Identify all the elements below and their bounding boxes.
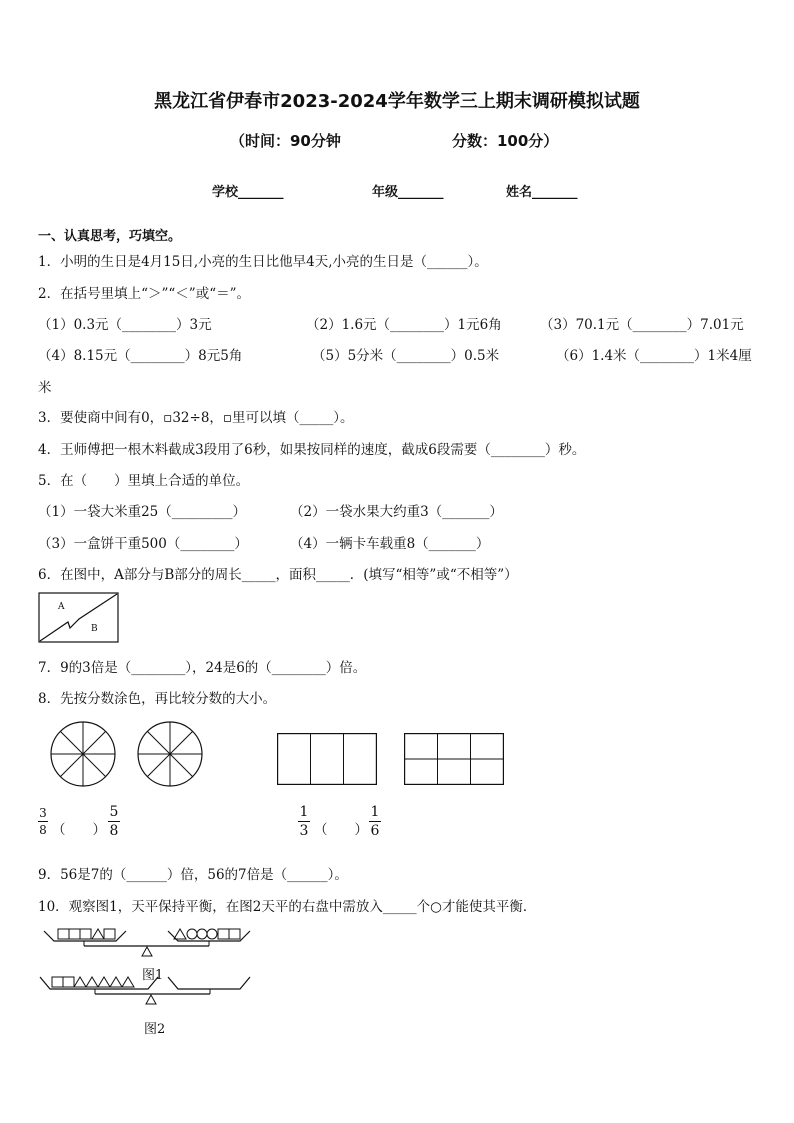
q5-item-2: （2）一袋水果大约重3（_______） xyxy=(290,504,503,520)
question-5: 5．在（ ）里填上合适的单位。 xyxy=(38,473,250,489)
q5-item-1: （1）一袋大米重25（_________） xyxy=(38,504,247,520)
question-3: 3．要使商中间有0，▫32÷8，▫里可以填（_____）。 xyxy=(38,410,354,426)
q2-item-4: （4）8.15元（________）8元5角 xyxy=(38,348,243,364)
denominator: 8 xyxy=(39,823,47,837)
q6-label-a: A xyxy=(58,602,65,612)
q8-left-compare: （ ） xyxy=(52,822,106,838)
numerator: 5 xyxy=(109,804,119,820)
numerator: 3 xyxy=(39,806,47,820)
q8-fraction-3-8 xyxy=(38,807,48,836)
q8-circle-left xyxy=(50,721,116,787)
question-2: 2．在括号里填上“＞”“＜”或“＝”。 xyxy=(38,286,250,302)
q8-circle-right xyxy=(137,721,203,787)
q8-rect-thirds xyxy=(277,733,377,785)
q10-balance-figure-1 xyxy=(44,926,254,966)
q8-fraction-1-3 xyxy=(298,805,310,838)
question-10: 10．观察图1，天平保持平衡，在图2天平的右盘中需放入_____个○才能使其平衡． xyxy=(38,899,537,915)
q8-fraction-5-8 xyxy=(108,805,120,838)
q5-item-4: （4）一辆卡车载重8（_______） xyxy=(290,536,490,552)
denominator: 3 xyxy=(299,823,309,839)
school-field: 学校_______ xyxy=(212,185,284,200)
question-4: 4．王师傅把一根木料截成3段用了6秒，如果按同样的速度，截成6段需要（________）秒。 xyxy=(38,442,586,458)
question-8: 8．先按分数涂色，再比较分数的大小。 xyxy=(38,691,277,707)
q2-item-6: （6）1.4米（________）1米4厘 xyxy=(556,348,752,364)
q10-figure-2-label: 图2 xyxy=(144,1022,166,1037)
q6-label-b: B xyxy=(91,624,98,634)
exam-time: （时间：90分钟 xyxy=(230,132,341,150)
numerator: 1 xyxy=(370,804,380,820)
q2-item-5: （5）5分米（________）0.5米 xyxy=(312,348,500,364)
q2-item-1: （1）0.3元（________）3元 xyxy=(38,317,212,333)
name-field: 姓名_______ xyxy=(506,185,578,200)
question-7: 7．9的3倍是（________），24是6的（________）倍。 xyxy=(38,660,367,676)
question-1: 1．小明的生日是4月15日,小亮的生日比他早4天,小亮的生日是（______）。 xyxy=(38,254,488,270)
q8-rect-sixths xyxy=(404,733,504,785)
q6-figure xyxy=(38,592,120,644)
denominator: 6 xyxy=(370,823,380,839)
section-heading: 一、认真思考，巧填空。 xyxy=(38,229,182,244)
question-6: 6．在图中，A部分与B部分的周长_____，面积_____．(填写“相等”或“不相等”） xyxy=(38,567,518,583)
q2-item-6-wrap: 米 xyxy=(38,380,52,396)
page-title: 黑龙江省伊春市2023-2024学年数学三上期末调研模拟试题 xyxy=(154,91,640,112)
q2-item-3: （3）70.1元（________）7.01元 xyxy=(540,317,744,333)
grade-field: 年级_______ xyxy=(372,185,444,200)
q5-item-3: （3）一盒饼干重500（________） xyxy=(38,536,248,552)
q10-figure-1-label: 图1 xyxy=(142,968,164,983)
denominator: 8 xyxy=(109,823,119,839)
q8-right-compare: （ ） xyxy=(314,822,368,838)
q8-fraction-1-6 xyxy=(369,805,381,838)
q2-item-2: （2）1.6元（________）1元6角 xyxy=(306,317,502,333)
numerator: 1 xyxy=(299,804,309,820)
q10-balance-figure-2 xyxy=(40,972,254,1016)
question-9: 9．56是7的（______）倍，56的7倍是（______）。 xyxy=(38,867,348,883)
exam-score: 分数：100分） xyxy=(452,132,559,150)
